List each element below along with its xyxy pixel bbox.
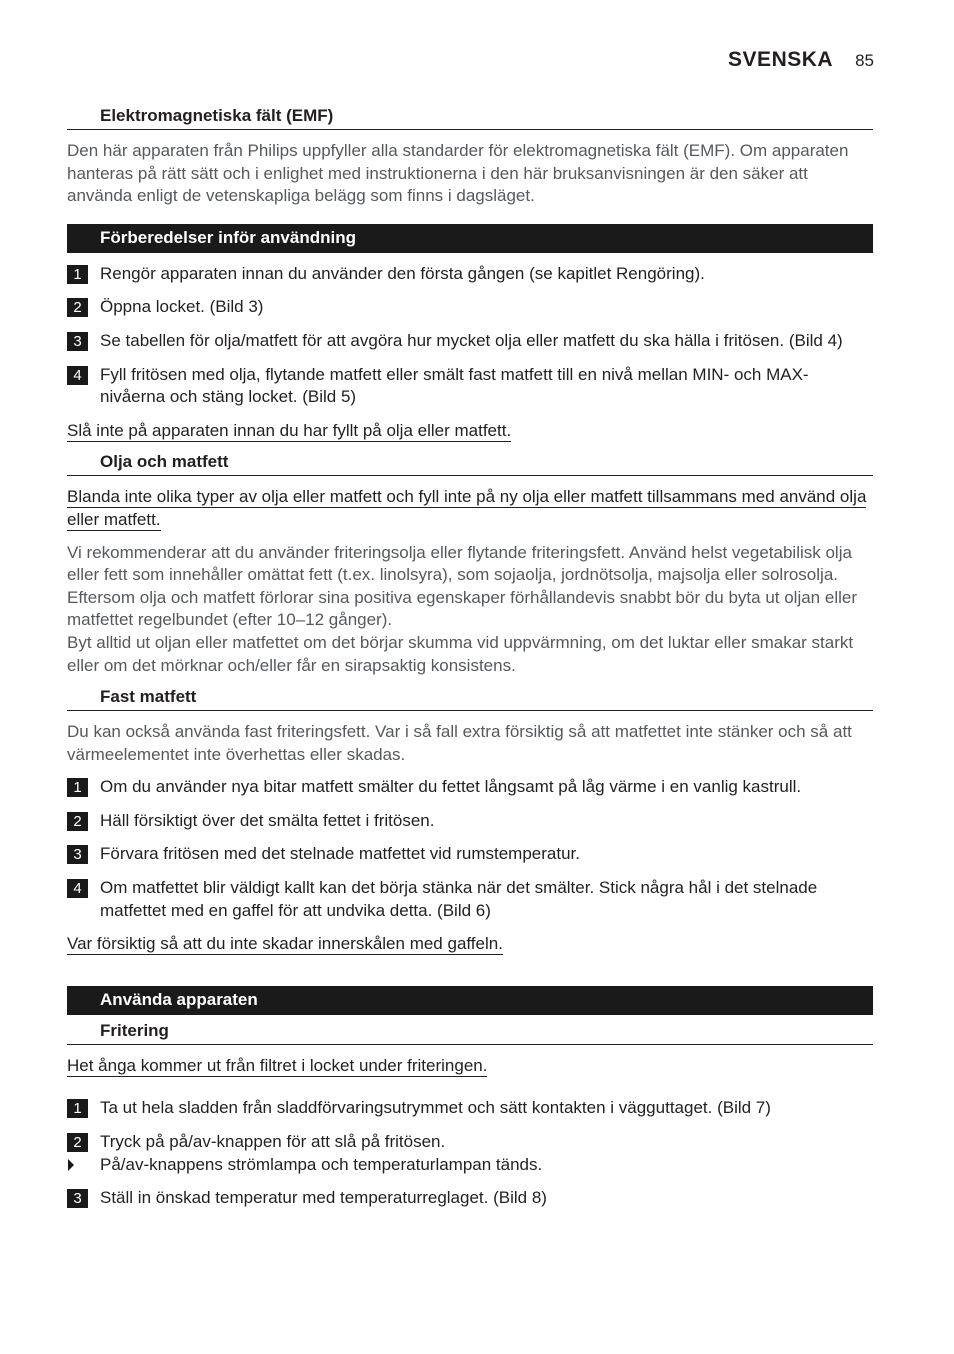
step-text: Öppna locket. (Bild 3)	[100, 297, 264, 317]
use-step-3	[67, 1187, 873, 1210]
step-text: Tryck på på/av-knappen för att slå på fritösen.	[100, 1132, 446, 1152]
solid-step-4	[67, 877, 873, 922]
use-step-2	[67, 1131, 873, 1154]
emf-heading: Elektromagnetiska fält (EMF)	[67, 106, 873, 130]
use-step-2-result	[67, 1154, 873, 1177]
oil-heading: Olja och matfett	[67, 452, 873, 476]
language-label: SVENSKA	[728, 48, 834, 71]
prep-step-2	[67, 296, 873, 319]
prep-step-4	[67, 364, 873, 409]
step-text: Om matfettet blir väldigt kallt kan det börja stänka när det smälter. Stick några hål i det stelnade matfettet med en gaffel för att undvika detta. (Bild 6)	[100, 878, 818, 920]
solid-step-2	[67, 810, 873, 833]
step-number: 2	[67, 298, 88, 317]
frying-heading: Fritering	[67, 1021, 873, 1045]
step-number: 1	[67, 778, 88, 797]
warning-text: Blanda inte olika typer av olja eller matfett och fyll inte på ny olja eller matfett tillsammans med använd olja eller matfett.	[67, 487, 867, 529]
page-number: 85	[855, 51, 874, 70]
step-text: Ta ut hela sladden från sladdförvaringsutrymmet och sätt kontakten i vägguttaget. (Bild 7)	[100, 1098, 771, 1118]
oil-paragraph-2: Eftersom olja och matfett förlorar sina positiva egenskaper förhållandevis snabbt bör du byta ut oljan eller matfettet regelbundet (efter 10–12 gånger).	[67, 587, 857, 630]
preparation-heading: Förberedelser inför användning	[67, 224, 873, 253]
prep-step-3	[67, 330, 873, 353]
use-step-1	[67, 1097, 873, 1120]
solid-fat-heading: Fast matfett	[67, 687, 873, 711]
step-text: Se tabellen för olja/matfett för att avgöra hur mycket olja eller matfett du ska hälla i fritösen. (Bild 4)	[100, 330, 843, 350]
oil-paragraph-3: Byt alltid ut oljan eller matfettet om det börjar skumma vid uppvärmning, om det luktar eller smakar starkt eller om det mörknar och/eller får en sirapsaktig konsistens.	[67, 632, 854, 675]
step-text: Fyll fritösen med olja, flytande matfett eller smält fast matfett till en nivå mellan MIN- och MAX-nivåerna och stäng locket. (Bild 5)	[100, 364, 809, 407]
step-text: Rengör apparaten innan du använder den första gången (se kapitlet Rengöring).	[100, 263, 705, 283]
prep-step-1	[67, 263, 873, 286]
solid-step-1	[67, 776, 873, 799]
steam-warning	[67, 1055, 873, 1078]
step-number: 3	[67, 1189, 88, 1208]
oil-paragraph	[67, 542, 873, 678]
prep-warning	[67, 420, 873, 443]
solid-step-3	[67, 843, 873, 866]
step-number: 2	[67, 1133, 88, 1152]
warning-text: Het ånga kommer ut från filtret i locket under friteringen.	[67, 1055, 488, 1075]
step-number: 2	[67, 812, 88, 831]
step-number: 3	[67, 845, 88, 864]
solid-fat-paragraph: Du kan också använda fast friteringsfett. Var i så fall extra försiktig så att matfettet inte stänker och så att värmeelementet inte överhettas eller skadas.	[67, 722, 852, 764]
result-arrow-icon	[67, 1154, 88, 1177]
step-text: Om du använder nya bitar matfett smälter du fettet långsamt på låg värme i en vanlig kastrull.	[100, 777, 802, 797]
step-number: 3	[67, 332, 88, 351]
step-text: Ställ in önskad temperatur med temperaturreglaget. (Bild 8)	[100, 1188, 547, 1208]
result-text: På/av-knappens strömlampa och temperaturlampan tänds.	[100, 1154, 543, 1174]
page-header	[728, 48, 874, 72]
usage-heading: Använda apparaten	[67, 986, 873, 1015]
solid-warning	[67, 933, 873, 956]
oil-warning	[67, 486, 873, 531]
step-text: Häll försiktigt över det smälta fettet i fritösen.	[100, 810, 435, 830]
oil-paragraph-1: Vi rekommenderar att du använder friteringsolja eller flytande friteringsfett. Använd helst vegetabilisk olja eller fett som innehåller omättat fett (t.ex. linolsyra), som sojaolja, jordnötsolja, majsolja eller solrosolja.	[67, 542, 852, 585]
warning-text: Var försiktig så att du inte skadar innerskålen med gaffeln.	[67, 934, 503, 954]
step-number: 1	[67, 265, 88, 284]
step-number: 4	[67, 366, 88, 385]
warning-text: Slå inte på apparaten innan du har fyllt på olja eller matfett.	[67, 420, 512, 440]
step-number: 1	[67, 1099, 88, 1118]
emf-paragraph: Den här apparaten från Philips uppfyller alla standarder för elektromagnetiska fält (EMF). Om apparaten hanteras på rätt sätt och i enlighet med instruktionerna i den här bruksanvisningen är den säker att använda enligt de vetenskapliga belägg som finns i dagsläget.	[67, 141, 849, 206]
step-number: 4	[67, 879, 88, 898]
page-content	[67, 106, 873, 1221]
step-text: Förvara fritösen med det stelnade matfettet vid rumstemperatur.	[100, 844, 580, 864]
